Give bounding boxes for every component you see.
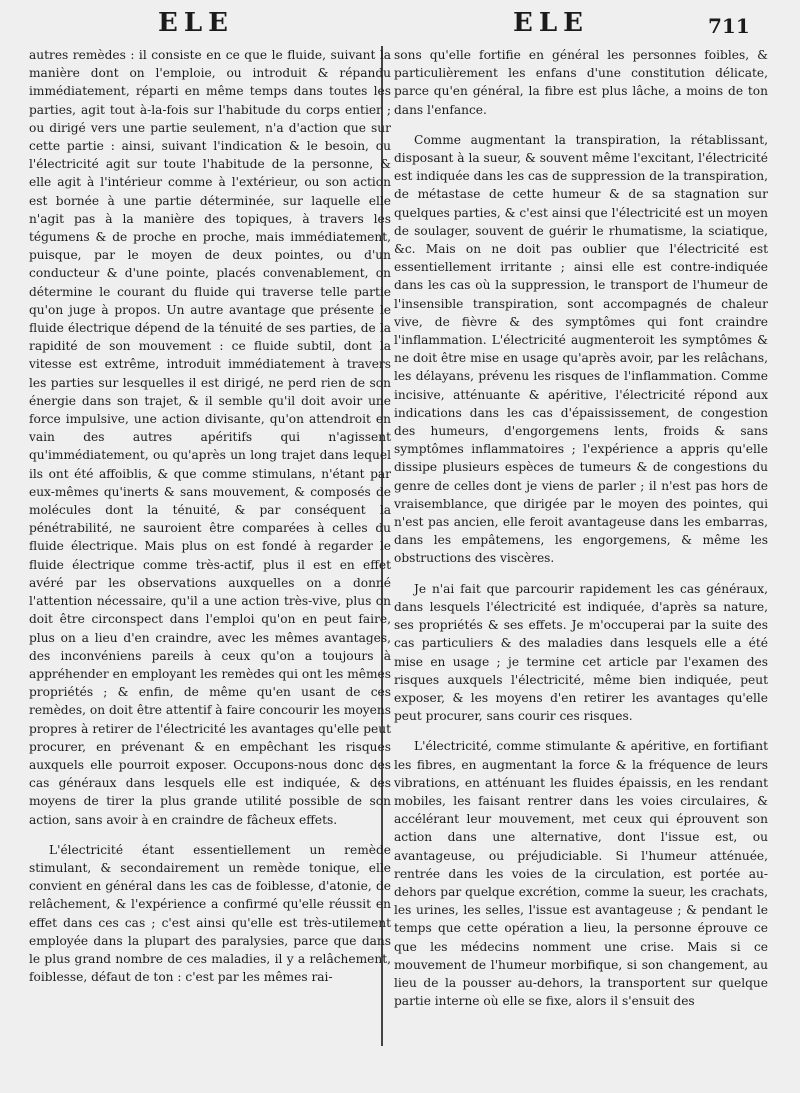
header-right-title: ELE	[513, 8, 589, 38]
paragraph: L'électricité, comme stimulante & apéritive, en fortifiant les fibres, en augmentant la force & la fréquence de leurs vibrations, en atténuant les fluides épaissis, en les rendant mobiles, les faisant rentrer dans les voies circulaires, & accélérant leur mouvement, met ceux qui éprouvent son action dans une alternative, dont l'issue est, ou avantageuse, ou préjudiciable. Si l'humeur atténuée, rentrée dans les voies de la circulation, est portée au-dehors par quelque excrétion, comme la sueur, les crachats, les urines, les selles, l'issue est avantageuse ; & pendant le temps que cette opération a lieu, la personne éprouve ce que les médecins nomment une crise. Mais si ce mouvement de l'humeur morbifique, si son changement, au lieu de la pousser au-dehors, la transportent sur quelque partie interne où elle se fixe, alors il s'ensuit des	[394, 739, 768, 1009]
page-number: 711	[708, 14, 750, 38]
right-column	[394, 46, 768, 1022]
paragraph: L'électricité étant essentiellement un remède stimulant, & secondairement un remède tonique, elle convient en général dans les cas de foiblesse, d'atonie, de relâchement, & l'expérience a confirmé qu'elle réussit en effet dans ces cas ; c'est ainsi qu'elle est très-utilement employée dans la plupart des paralysies, parce que dans le plus grand nombre de ces maladies, il y a relâchement, foiblesse, défaut de ton : c'est par les mêmes rai-	[29, 842, 391, 985]
header-left-title: ELE	[158, 8, 234, 38]
running-header	[0, 8, 800, 42]
paragraph: Je n'ai fait que parcourir rapidement les cas généraux, dans lesquels l'électricité est indiquée, d'après sa nature, ses propriétés & ses effets. Je m'occuperai par la suite des cas particuliers & des maladies dans lesquels elle a été mise en usage ; je termine cet article par l'examen des risques auxquels l'électricité, même bien indiquée, peut exposer, & les moyens d'en retirer les avantages qu'elle peut procurer, sans courir ces risques.	[394, 581, 768, 724]
left-column	[29, 46, 391, 998]
paragraph: sons qu'elle fortifie en général les personnes foibles, & particulièrement les enfans d'une constitution délicate, parce qu'en général, la fibre est plus lâche, a moins de ton dans l'enfance.	[394, 48, 768, 117]
paragraph: autres remèdes : il consiste en ce que le fluide, suivant la manière dont on l'emploie, ou introduit & répandu immédiatement, réparti en même temps dans toutes les parties, agit tout à-la-fois sur l'habitude du corps entier ; ou dirigé vers une partie seulement, n'a d'action que sur cette partie : ainsi, suivant l'indication & le besoin, ou l'électricité agit sur toute l'habitude de la personne, & elle agit à l'intérieur comme à l'extérieur, ou son action est bornée à une partie déterminée, sur laquelle elle n'agit pas à la manière des topiques, à travers les tégumens & de proche en proche, mais immédiatement, puisque, par le moyen de deux pointes, ou d'un conducteur & d'une pointe, placés convenablement, on détermine le courant du fluide qui traverse telle partie qu'on juge à propos. Un autre avantage que présente le fluide électrique dépend de la ténuité de ses parties, de la rapidité de son mouvement : ce fluide subtil, dont la vitesse est extrême, introduit immédiatement à travers les parties sur lesquelles il est dirigé, ne perd rien de son énergie dans son trajet, & il semble qu'il doit avoir une force impulsive, une action divisante, qu'on attendroit en vain des autres apéritifs qui n'agissent qu'immédiatement, ou qu'après un long trajet dans lequel ils ont été affoiblis, & que comme stimulans, n'étant par eux-mêmes qu'inerts & sans mouvement, & composés de molécules dont la ténuité, & par conséquent la pénétrabilité, ne sauroient être comparées à celles du fluide électrique. Mais plus on est fondé à regarder le fluide électrique comme très-actif, plus il est en effet avéré par les observations auxquelles on a donné l'attention nécessaire, qu'il a une action très-vive, plus on doit être circonspect dans l'emploi qu'on en peut faire, plus on a lieu d'en craindre, avec les mêmes avantages, des inconvéniens pareils à ceux qu'on a toujours à appréhender en employant les remèdes qui ont les mêmes propriétés ; & enfin, de même qu'en usant de ces remèdes, on doit être attentif à faire concourir les moyens propres à retirer de l'électricité les avantages qu'elle peut procurer, en prévenant & en empêchant les risques auxquels elle pourroit exposer. Occupons-nous donc des cas généraux dans lesquels elle est indiquée, & des moyens de tirer la plus grande utilité possible de son action, sans avoir à en craindre de fâcheux effets.	[29, 48, 391, 827]
paragraph: Comme augmentant la transpiration, la rétablissant, disposant à la sueur, & souvent même l'excitant, l'électricité est indiquée dans les cas de suppression de la transpiration, de métastase de cette humeur & de sa stagnation sur quelques parties, & c'est ainsi que l'électricité est un moyen de soulager, souvent de guérir le rhumatisme, la sciatique, &c. Mais on ne doit pas oublier que l'électricité est essentiellement irritante ; ainsi elle est contre-indiquée dans les cas où la suppression, le transport de l'humeur de l'insensible transpiration, sont accompagnés de chaleur vive, de fièvre & des symptômes qui font craindre l'inflammation. L'électricité augmenteroit les symptômes & ne doit être mise en usage qu'après avoir, par les relâchans, les délayans, prévenu les risques de l'inflammation. Comme incisive, atténuante & apéritive, l'électricité répond aux indications dans les cas d'épaississement, de congestion des humeurs, d'engorgemens lents, froids & sans symptômes inflammatoires ; l'expérience a appris qu'elle dissipe plusieurs espèces de tumeurs & de congestions du genre de celles dont je viens de parler ; il n'est pas hors de vraisemblance, que dirigée par le moyen des pointes, qui n'est pas ancien, elle feroit avantageuse dans les embarras, dans les empâtemens, les engorgemens, & même les obstructions des viscères.	[394, 132, 768, 566]
